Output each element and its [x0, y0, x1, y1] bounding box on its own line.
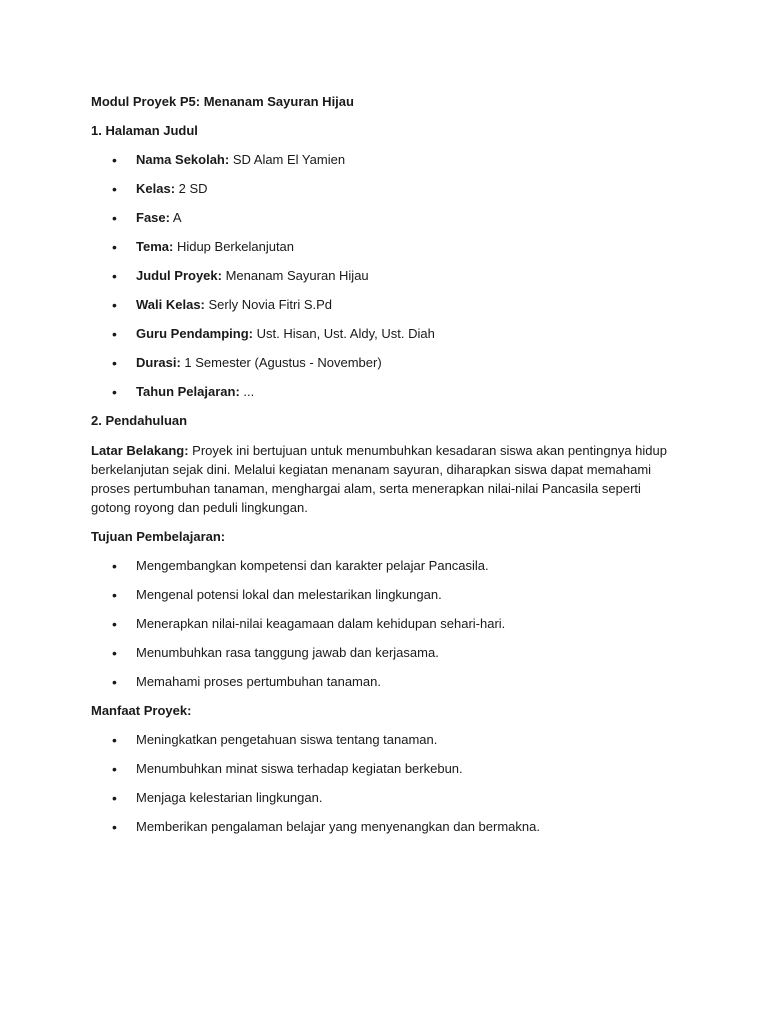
- goal-text: Memahami proses pertumbuhan tanaman.: [136, 674, 381, 689]
- detail-value: 1 Semester (Agustus - November): [180, 355, 382, 370]
- detail-label: Wali Kelas:: [136, 297, 205, 312]
- bullet-icon: •: [112, 587, 117, 603]
- benefit-text: Meningkatkan pengetahuan siswa tentang tanaman.: [136, 732, 438, 747]
- list-item: [91, 557, 678, 575]
- list-item: [91, 760, 678, 778]
- bullet-icon: •: [112, 616, 117, 632]
- list-item-guru-pendamping: [91, 325, 678, 343]
- detail-label: Tahun Pelajaran:: [136, 384, 240, 399]
- detail-value: Menanam Sayuran Hijau: [221, 268, 369, 283]
- detail-label: Guru Pendamping:: [136, 326, 253, 341]
- list-item: [91, 586, 678, 604]
- bullet-icon: •: [112, 355, 117, 371]
- bullet-icon: •: [112, 326, 117, 342]
- detail-label: Tema:: [136, 239, 174, 254]
- document-title: Modul Proyek P5: Menanam Sayuran Hijau: [91, 94, 354, 109]
- bullet-icon: •: [112, 790, 117, 806]
- benefit-text: Memberikan pengalaman belajar yang menyenangkan dan bermakna.: [136, 819, 540, 834]
- detail-value: Hidup Berkelanjutan: [173, 239, 295, 254]
- benefit-text: Menjaga kelestarian lingkungan.: [136, 790, 323, 805]
- benefits-heading: Manfaat Proyek:: [91, 703, 192, 718]
- list-item-durasi: [91, 354, 678, 372]
- list-item: [91, 644, 678, 662]
- list-item-fase: [91, 209, 678, 227]
- background-text: Proyek ini bertujuan untuk menumbuhkan kesadaran siswa akan pentingnya hidup berkelanjutan sejak dini. Melalui kegiatan menanam sayuran, diharapkan siswa dapat memahami proses pertumbuhan tanaman, menghargai alam, serta menerapkan nilai-nilai Pancasila seperti gotong royong dan peduli lingkungan.: [91, 443, 667, 515]
- goal-text: Mengenal potensi lokal dan melestarikan lingkungan.: [136, 587, 442, 602]
- goals-heading: Tujuan Pembelajaran:: [91, 529, 226, 544]
- title-page-details-list: [91, 151, 678, 401]
- bullet-icon: •: [112, 819, 117, 835]
- list-item: [91, 731, 678, 749]
- list-item-nama-sekolah: [91, 151, 678, 169]
- bullet-icon: •: [112, 239, 117, 255]
- detail-value: Ust. Hisan, Ust. Aldy, Ust. Diah: [253, 326, 435, 341]
- list-item: [91, 789, 678, 807]
- list-item-wali-kelas: [91, 296, 678, 314]
- bullet-icon: •: [112, 558, 117, 574]
- list-item: [91, 818, 678, 836]
- bullet-icon: •: [112, 674, 117, 690]
- background-paragraph: [91, 441, 678, 517]
- background-label: Latar Belakang:: [91, 443, 189, 458]
- list-item-tahun-pelajaran: [91, 383, 678, 401]
- bullet-icon: •: [112, 268, 117, 284]
- detail-label: Kelas:: [136, 181, 176, 196]
- benefit-text: Menumbuhkan minat siswa terhadap kegiatan berkebun.: [136, 761, 463, 776]
- list-item: [91, 615, 678, 633]
- detail-label: Judul Proyek:: [136, 268, 222, 283]
- bullet-icon: •: [112, 297, 117, 313]
- bullet-icon: •: [112, 152, 117, 168]
- list-item-judul-proyek: [91, 267, 678, 285]
- detail-value: SD Alam El Yamien: [229, 152, 346, 167]
- detail-value: ...: [239, 384, 255, 399]
- bullet-icon: •: [112, 210, 117, 226]
- goal-text: Menerapkan nilai-nilai keagamaan dalam kehidupan sehari-hari.: [136, 616, 506, 631]
- goal-text: Mengembangkan kompetensi dan karakter pelajar Pancasila.: [136, 558, 489, 573]
- detail-value: A: [169, 210, 182, 225]
- goal-text: Menumbuhkan rasa tanggung jawab dan kerjasama.: [136, 645, 439, 660]
- detail-label: Nama Sekolah:: [136, 152, 230, 167]
- detail-label: Durasi:: [136, 355, 181, 370]
- section-heading-pendahuluan: 2. Pendahuluan: [91, 413, 188, 428]
- section-heading-halaman-judul: 1. Halaman Judul: [91, 123, 198, 138]
- list-item-tema: [91, 238, 678, 256]
- bullet-icon: •: [112, 181, 117, 197]
- bullet-icon: •: [112, 645, 117, 661]
- list-item-kelas: [91, 180, 678, 198]
- bullet-icon: •: [112, 732, 117, 748]
- list-item: [91, 673, 678, 691]
- bullet-icon: •: [112, 384, 117, 400]
- detail-value: Serly Novia Fitri S.Pd: [204, 297, 333, 312]
- detail-value: 2 SD: [175, 181, 208, 196]
- project-benefits-list: [91, 731, 678, 836]
- detail-label: Fase:: [136, 210, 170, 225]
- bullet-icon: •: [112, 761, 117, 777]
- learning-goals-list: [91, 557, 678, 691]
